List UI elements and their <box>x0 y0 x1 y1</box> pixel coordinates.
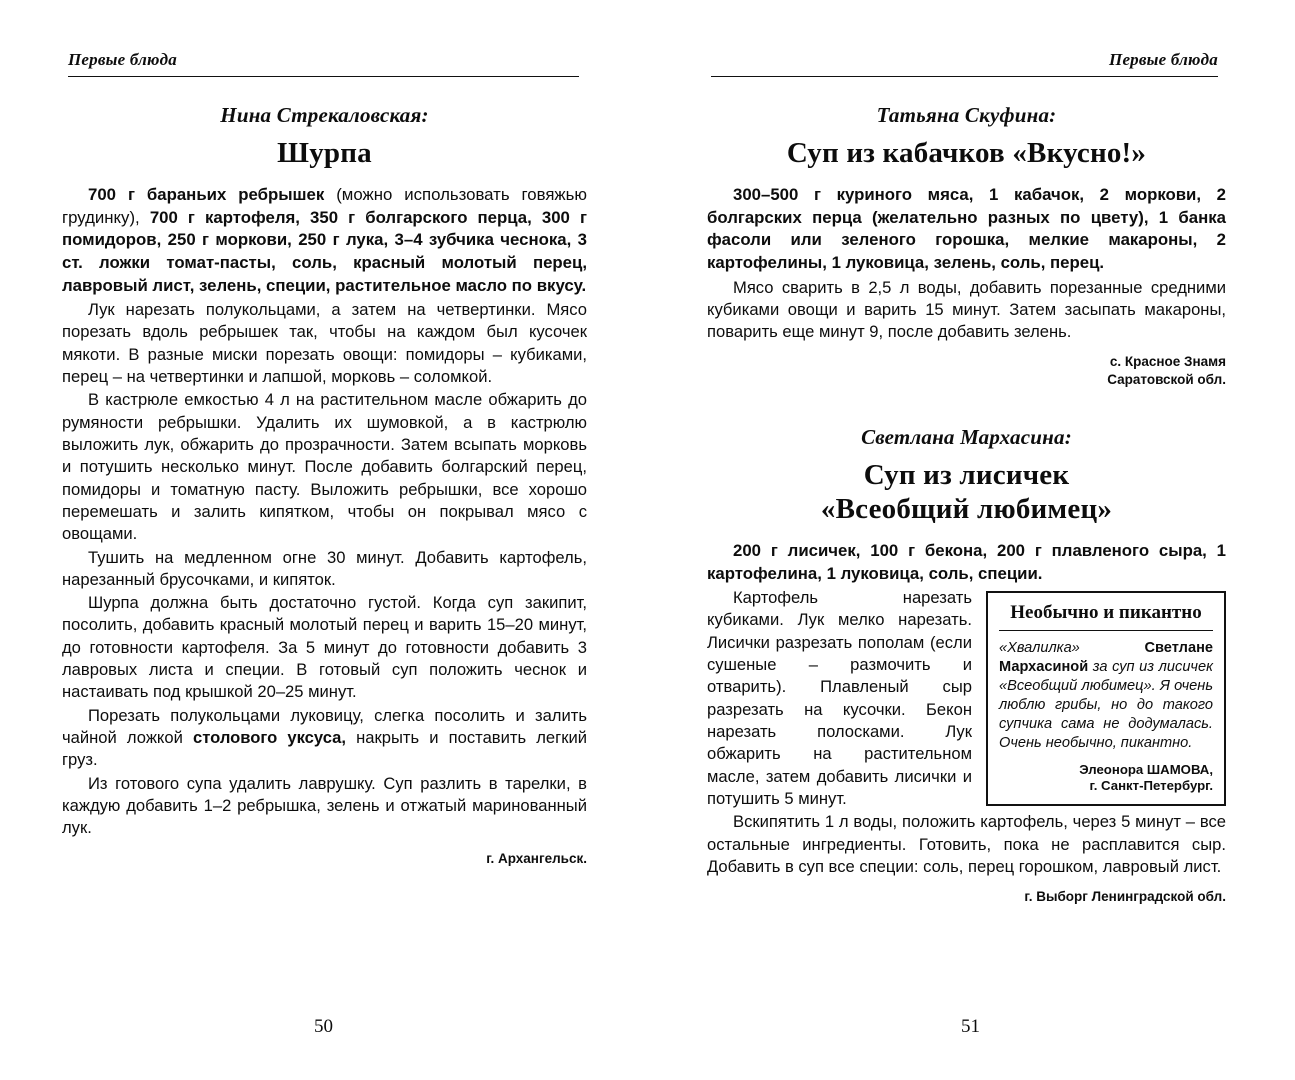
recipe-title: Суп из кабачков «Вкусно!» <box>786 137 1147 169</box>
ingredients-bold-first: 700 г бараньих ребрышек <box>88 185 325 205</box>
vinegar-text-pre: Порезать полукольцами луковицу, слегка посолить и залить чайной ложкой <box>62 705 587 748</box>
note-text-part-1: «Хвалилка» <box>999 640 1145 657</box>
source-line-2: Саратовской обл. <box>1107 372 1226 388</box>
sidebar-note-source <box>999 762 1213 795</box>
recipe-paragraph: Шурпа должна быть достаточно густой. Когда суп закипит, посолить, добавить красный молотый перец и варить 15–20 минут, до готовности картофеля. За 5 минут до готовности добавить 3 лавровых листа и специи. В готовый суп положить чеснок и настаивать под крышкой 20–25 минут. <box>62 593 587 702</box>
note-source-line-2: г. Санкт-Петербург. <box>1089 778 1213 794</box>
note-source-line-1: Элеонора ШАМОВА, <box>1079 761 1213 777</box>
recipe-title-line-2: «Всеобщий любимец» <box>820 492 1113 525</box>
recipe-author: Светлана Мархасина: <box>861 424 1072 449</box>
sidebar-note-title: Необычно и пикантно <box>999 602 1213 631</box>
recipe-source: г. Архангельск. <box>486 850 587 866</box>
recipe-paragraph: Картофель нарезать кубиками. Лук мелко нарезать. Лисички разрезать пополам (если сушеные – размочить и отварить). Плавленый сыр разрезать на кусочки. Бекон нарезать полосками. Лук обжарить на растительном масле, затем добавить лисички и потушить 5 минут. <box>707 588 972 808</box>
ingredients-bold-rest: 700 г картофеля, 350 г болгарского перца, 300 г помидоров, 250 г моркови, 250 г лука, 3–4 зубчика чеснока, 3 ст. ложки томат-пасты, соль, красный молотый перец, лавровый лист, зелень, специи, растительное масло по вкусу. <box>62 207 587 295</box>
recipe-zucchini-soup <box>707 103 1226 389</box>
recipe-shurpa <box>62 103 587 867</box>
note-text-bold: Светлане Мархасиной <box>999 640 1213 676</box>
running-head-right: Первые блюда <box>711 50 1218 77</box>
recipe-paragraph: Лук нарезать полукольцами, а затем на четвертинки. Мясо порезать вдоль ребрышек так, чтобы на каждом был кусочек мякоти. В разные миски порезать овощи: помидоры – кубиками, перец – на четвертинки и лапшой, морковь – соломкой. <box>62 300 587 387</box>
recipe-source <box>707 353 1226 388</box>
wrapped-section <box>707 587 1226 811</box>
recipe-paragraph: Тушить на медленном огне 30 минут. Добавить картофель, нарезанный брусочками, и кипяток. <box>62 547 587 589</box>
recipe-title <box>707 458 1226 526</box>
recipe-source: г. Выборг Ленинградской обл. <box>1024 889 1226 905</box>
ingredients-regular: (можно использовать говяжью грудинку), <box>62 185 587 227</box>
section-spacer <box>707 389 1226 419</box>
recipe-author: Нина Стрекаловская: <box>220 103 429 127</box>
page-number-right: 51 <box>961 1016 980 1037</box>
sidebar-note-text <box>999 639 1213 753</box>
recipe-title: Шурпа <box>277 137 372 169</box>
source-line-1: с. Красное Знамя <box>1109 354 1226 370</box>
vinegar-text-post: накрыть и поставить легкий груз. <box>62 728 587 770</box>
recipe-paragraph-last: Из готового супа удалить лаврушку. Суп разлить в тарелки, в каждую добавить 1–2 ребрышка, зелень и отжатый маринованный лук. <box>62 773 587 838</box>
recipe-ingredients <box>62 184 587 297</box>
sidebar-note <box>986 591 1226 806</box>
left-page <box>0 0 647 1080</box>
recipe-author: Татьяна Скуфина: <box>876 103 1057 127</box>
recipe-chanterelle-soup <box>707 425 1226 906</box>
right-page <box>647 0 1294 1080</box>
running-head-left: Первые блюда <box>68 50 579 77</box>
recipe-paragraph-vinegar <box>62 705 587 772</box>
recipe-paragraph: Мясо сварить в 2,5 л воды, добавить порезанные средними кубиками овощи и варить 15 минут. Затем засыпать макароны, поварить еще минут 9, после добавить зелень. <box>707 277 1226 342</box>
note-text-part-2: за суп из лисичек «Всеобщий любимец». Я очень люблю грибы, но до такого супчика сама не додумалась. Очень необычно, пикантно. <box>999 659 1213 751</box>
recipe-paragraph: В кастрюле емкостью 4 л на растительном масле обжарить до румяности ребрышки. Удалить их шумовкой, а в кастрюлю выложить лук, обжарить до прозрачности. Затем всыпать морковь и потушить несколько минут. После добавить болгарский перец, помидоры и томатную пасту. Выложить ребрышки, все хорошо перемешать и залить кипятком, чтобы он покрывал мясо с овощами. <box>62 390 587 544</box>
recipe-ingredients: 200 г лисичек, 100 г бекона, 200 г плавленого сыра, 1 картофелина, 1 луковица, соль, специи. <box>707 541 1226 583</box>
recipe-paragraph: Вскипятить 1 л воды, положить картофель, через 5 минут – все остальные ингредиенты. Готовить, пока не расплавится сыр. Добавить в суп все специи: соль, перец горошком, лавровый лист. <box>707 812 1226 876</box>
recipe-title-line-1: Суп из лисичек <box>863 458 1070 491</box>
page-number-left: 50 <box>314 1016 333 1037</box>
recipe-ingredients: 300–500 г куриного мяса, 1 кабачок, 2 моркови, 2 болгарских перца (желательно разных по цвету), 1 банка фасоли или зеленого горошка, мелкие макароны, 2 картофелины, 1 луковица, зелень, соль, перец. <box>707 185 1226 272</box>
vinegar-text-bold: столового уксуса, <box>192 728 346 748</box>
